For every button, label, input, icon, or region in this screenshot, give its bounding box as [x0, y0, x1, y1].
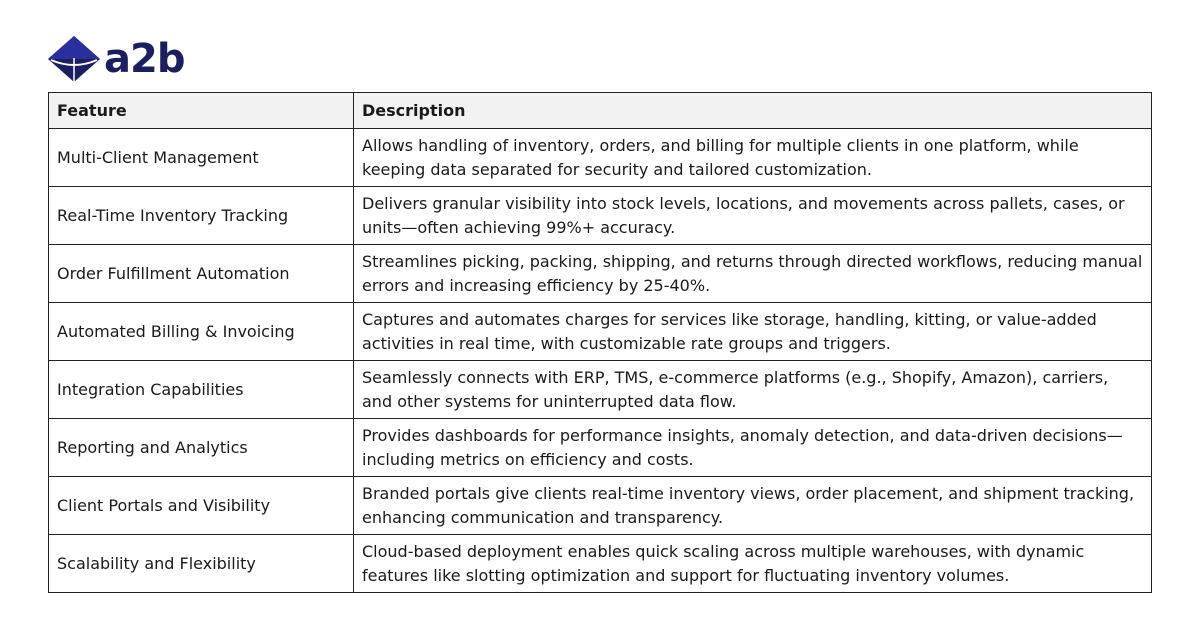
table-row [49, 245, 1152, 303]
feature-cell: Automated Billing & Invoicing [49, 303, 354, 361]
table-row [49, 129, 1152, 187]
feature-cell: Order Fulfillment Automation [49, 245, 354, 303]
description-cell: Seamlessly connects with ERP, TMS, e-commerce platforms (e.g., Shopify, Amazon), carriers, and other systems for uninterrupted data flow. [354, 361, 1152, 419]
description-cell: Delivers granular visibility into stock levels, locations, and movements across pallets, cases, or units—often achieving 99%+ accuracy. [354, 187, 1152, 245]
table-row [49, 535, 1152, 593]
description-cell: Cloud-based deployment enables quick scaling across multiple warehouses, with dynamic features like slotting optimization and support for fluctuating inventory volumes. [354, 535, 1152, 593]
description-cell: Allows handling of inventory, orders, and billing for multiple clients in one platform, while keeping data separated for security and tailored customization. [354, 129, 1152, 187]
table-row [49, 477, 1152, 535]
table-header-row [49, 93, 1152, 129]
header-description: Description [354, 93, 1152, 129]
table-row [49, 419, 1152, 477]
description-cell: Branded portals give clients real-time inventory views, order placement, and shipment tracking, enhancing communication and transparency. [354, 477, 1152, 535]
feature-cell: Integration Capabilities [49, 361, 354, 419]
logo-text: a2b [104, 36, 185, 82]
feature-cell: Scalability and Flexibility [49, 535, 354, 593]
features-table [48, 92, 1152, 593]
description-cell: Provides dashboards for performance insights, anomaly detection, and data-driven decisions—including metrics on efficiency and costs. [354, 419, 1152, 477]
feature-cell: Client Portals and Visibility [49, 477, 354, 535]
table-row [49, 361, 1152, 419]
header-feature: Feature [49, 93, 354, 129]
feature-cell: Multi-Client Management [49, 129, 354, 187]
table-row [49, 187, 1152, 245]
table-row [49, 303, 1152, 361]
description-cell: Captures and automates charges for services like storage, handling, kitting, or value-added activities in real time, with customizable rate groups and triggers. [354, 303, 1152, 361]
a2b-logo [48, 36, 184, 82]
description-cell: Streamlines picking, packing, shipping, and returns through directed workflows, reducing manual errors and increasing efficiency by 25-40%. [354, 245, 1152, 303]
feature-cell: Reporting and Analytics [49, 419, 354, 477]
diamond-logo-icon [48, 36, 100, 82]
feature-cell: Real-Time Inventory Tracking [49, 187, 354, 245]
